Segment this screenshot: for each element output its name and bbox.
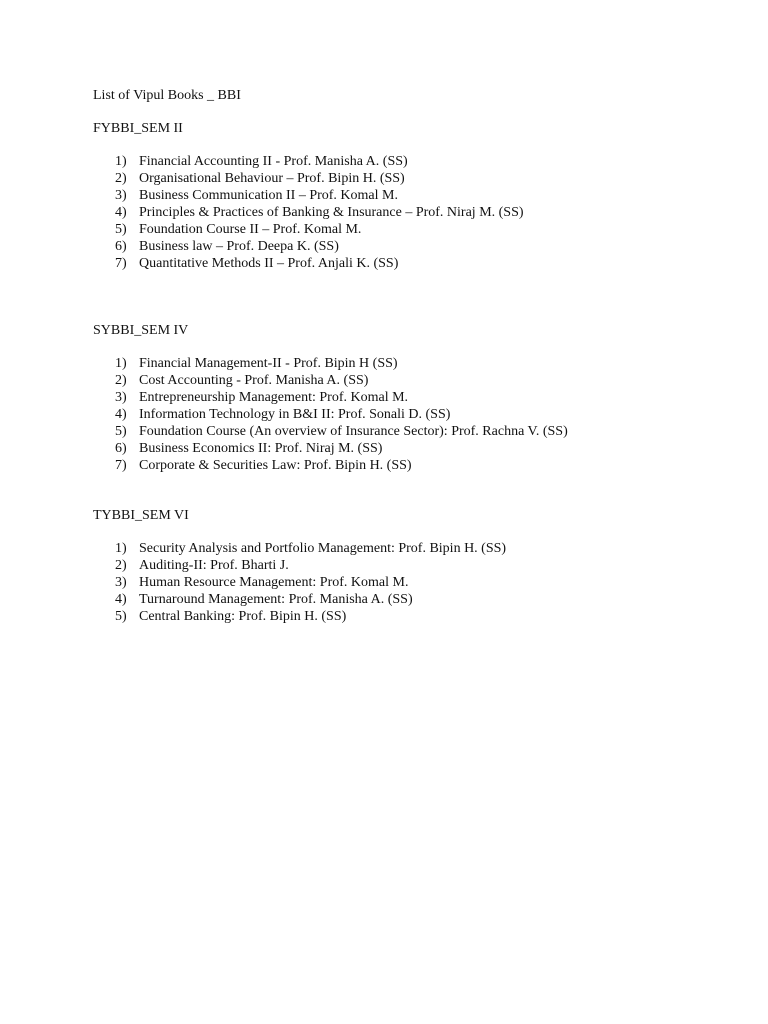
- section-tybbi-sem-vi: [93, 507, 733, 625]
- item-number: 3): [115, 188, 127, 203]
- item-number: 4): [115, 407, 127, 422]
- item-text: Information Technology in B&I II: Prof. Sonali D. (SS): [139, 407, 451, 422]
- list-item: [93, 557, 733, 574]
- section-heading: TYBBI_SEM VI: [93, 508, 189, 523]
- item-text: Principles & Practices of Banking & Insurance – Prof. Niraj M. (SS): [139, 205, 524, 220]
- list-item: [93, 170, 733, 187]
- item-number: 5): [115, 424, 127, 439]
- item-text: Cost Accounting - Prof. Manisha A. (SS): [139, 373, 369, 388]
- section-fybbi-sem-ii: [93, 120, 733, 272]
- item-text: Turnaround Management: Prof. Manisha A. (SS): [139, 592, 413, 607]
- item-number: 4): [115, 205, 127, 220]
- list-item: [93, 440, 733, 457]
- list-item: [93, 372, 733, 389]
- item-number: 7): [115, 458, 127, 473]
- item-number: 6): [115, 239, 127, 254]
- item-number: 2): [115, 558, 127, 573]
- list-item: [93, 255, 733, 272]
- list-item: [93, 204, 733, 221]
- list-item: [93, 187, 733, 204]
- item-text: Entrepreneurship Management: Prof. Komal M.: [139, 390, 409, 405]
- item-text: Human Resource Management: Prof. Komal M.: [139, 575, 409, 590]
- item-text: Financial Accounting II - Prof. Manisha A. (SS): [139, 154, 408, 169]
- list-item: [93, 389, 733, 406]
- list-item: [93, 406, 733, 423]
- list-item: [93, 355, 733, 372]
- list-item: [93, 221, 733, 238]
- item-number: 6): [115, 441, 127, 456]
- list-item: [93, 574, 733, 591]
- item-text: Financial Management-II - Prof. Bipin H (SS): [139, 356, 398, 371]
- book-list: [93, 153, 733, 272]
- item-number: 1): [115, 541, 127, 556]
- list-item: [93, 540, 733, 557]
- item-number: 7): [115, 256, 127, 271]
- item-number: 1): [115, 356, 127, 371]
- book-list: [93, 540, 733, 625]
- list-item: [93, 591, 733, 608]
- item-text: Auditing-II: Prof. Bharti J.: [139, 558, 289, 573]
- item-text: Corporate & Securities Law: Prof. Bipin H. (SS): [139, 458, 412, 473]
- item-text: Business law – Prof. Deepa K. (SS): [139, 239, 339, 254]
- item-text: Business Communication II – Prof. Komal M.: [139, 188, 398, 203]
- item-number: 5): [115, 222, 127, 237]
- list-item: [93, 457, 733, 474]
- item-text: Business Economics II: Prof. Niraj M. (SS): [139, 441, 383, 456]
- item-text: Central Banking: Prof. Bipin H. (SS): [139, 609, 347, 624]
- list-item: [93, 423, 733, 440]
- section-heading: SYBBI_SEM IV: [93, 323, 189, 338]
- section-heading: FYBBI_SEM II: [93, 121, 183, 136]
- item-number: 2): [115, 373, 127, 388]
- section-sybbi-sem-iv: [93, 322, 733, 474]
- list-item: [93, 608, 733, 625]
- document-title: List of Vipul Books _ BBI: [93, 88, 241, 103]
- item-text: Quantitative Methods II – Prof. Anjali K. (SS): [139, 256, 399, 271]
- list-item: [93, 153, 733, 170]
- book-list: [93, 355, 733, 474]
- item-text: Foundation Course II – Prof. Komal M.: [139, 222, 362, 237]
- item-number: 2): [115, 171, 127, 186]
- item-number: 1): [115, 154, 127, 169]
- item-text: Organisational Behaviour – Prof. Bipin H. (SS): [139, 171, 405, 186]
- item-number: 4): [115, 592, 127, 607]
- list-item: [93, 238, 733, 255]
- item-number: 3): [115, 390, 127, 405]
- item-text: Foundation Course (An overview of Insurance Sector): Prof. Rachna V. (SS): [139, 424, 568, 439]
- document-page: [93, 87, 733, 625]
- item-number: 5): [115, 609, 127, 624]
- item-number: 3): [115, 575, 127, 590]
- item-text: Security Analysis and Portfolio Management: Prof. Bipin H. (SS): [139, 541, 507, 556]
